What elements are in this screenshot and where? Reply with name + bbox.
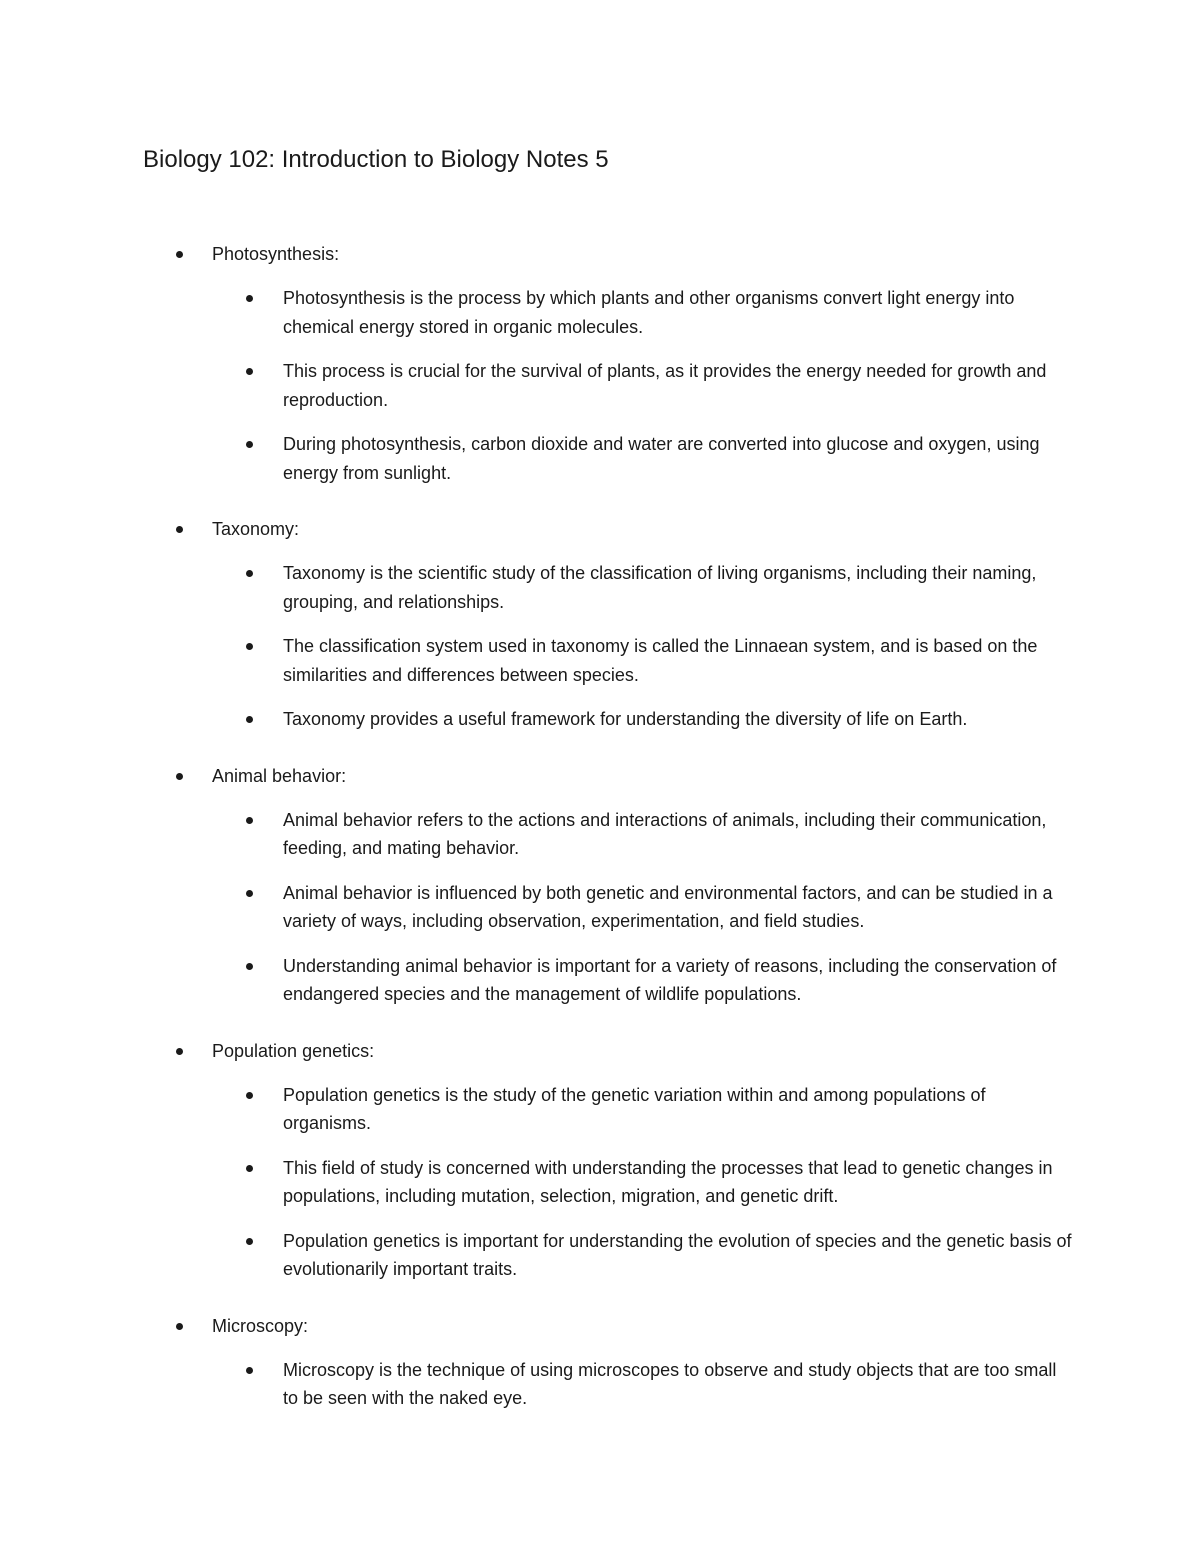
list-item-text: Taxonomy is the scientific study of the classification of living organisms, including their naming, grouping, and relationships.: [283, 563, 1037, 612]
section-heading: Population genetics:: [212, 1040, 375, 1061]
list-item-text: This process is crucial for the survival of plants, as it provides the energy needed for growth and reproduction.: [283, 361, 1047, 410]
bullet-icon: [246, 890, 253, 897]
list-item-text: Population genetics is important for understanding the evolution of species and the genetic basis of evolutionarily important traits.: [283, 1230, 1072, 1279]
bullet-icon: [246, 441, 253, 448]
list-item: [0, 1081, 1073, 1138]
sub-list: [0, 284, 1200, 487]
list-item-text: Microscopy is the technique of using microscopes to observe and study objects that are too small to be seen with the naked eye.: [283, 1359, 1057, 1408]
section-photosynthesis: [0, 240, 1200, 487]
list-item: [0, 806, 1073, 863]
list-item: [0, 430, 1073, 487]
list-item: [0, 284, 1073, 341]
list-item-text: Animal behavior is influenced by both genetic and environmental factors, and can be studied in a variety of ways, including observation, experimentation, and field studies.: [283, 882, 1053, 931]
list-item: [0, 952, 1073, 1009]
list-item: [0, 559, 1073, 616]
bullet-icon: [246, 817, 253, 824]
section-microscopy: [0, 1312, 1200, 1413]
list-item-text: Understanding animal behavior is important for a variety of reasons, including the conservation of endangered species and the management of wildlife populations.: [283, 955, 1057, 1004]
sub-list: [0, 806, 1200, 1009]
list-item: [0, 1356, 1073, 1413]
section-heading: Photosynthesis:: [212, 244, 340, 264]
list-item: [0, 1227, 1073, 1284]
list-item: [0, 1154, 1073, 1211]
bullet-icon: [246, 643, 253, 650]
bullet-icon: [246, 570, 253, 577]
list-item-text: Photosynthesis is the process by which plants and other organisms convert light energy into chemical energy stored in organic molecules.: [283, 288, 1015, 337]
document-title: Biology 102: Introduction to Biology Notes 5: [143, 146, 609, 173]
bullet-icon: [176, 526, 183, 533]
section-heading: Taxonomy:: [212, 519, 300, 539]
bullet-icon: [246, 295, 253, 302]
list-item-text: This field of study is concerned with understanding the processes that lead to genetic changes in populations, including mutation, selection, migration, and genetic drift.: [283, 1157, 1053, 1206]
bullet-icon: [246, 963, 253, 970]
bullet-icon: [246, 1092, 253, 1099]
sub-list: [0, 1356, 1200, 1413]
list-item: [0, 632, 1073, 689]
list-item-text: Animal behavior refers to the actions and interactions of animals, including their communication, feeding, and mating behavior.: [283, 809, 1047, 858]
section-heading: Microscopy:: [212, 1315, 309, 1336]
list-item-text: Taxonomy provides a useful framework for understanding the diversity of life on Earth.: [283, 709, 968, 729]
bullet-icon: [246, 1165, 253, 1172]
section-population-genetics: [0, 1037, 1200, 1284]
list-item-text: The classification system used in taxonomy is called the Linnaean system, and is based on the similarities and differences between species.: [283, 636, 1038, 685]
list-item: [0, 705, 1073, 734]
bullet-icon: [246, 1238, 253, 1245]
sub-list: [0, 559, 1200, 734]
bullet-icon: [246, 716, 253, 723]
section-taxonomy: [0, 515, 1200, 734]
list-item-text: During photosynthesis, carbon dioxide and water are converted into glucose and oxygen, using energy from sunlight.: [283, 434, 1040, 483]
list-item-text: Population genetics is the study of the genetic variation within and among populations of organisms.: [283, 1084, 986, 1133]
section-animal-behavior: [0, 762, 1200, 1009]
section-heading: Animal behavior:: [212, 765, 347, 786]
sub-list: [0, 1081, 1200, 1284]
bullet-icon: [246, 1367, 253, 1374]
bullet-icon: [176, 773, 183, 780]
bullet-icon: [246, 368, 253, 375]
list-item: [0, 357, 1073, 414]
notes-outline: [0, 240, 1200, 1441]
bullet-icon: [176, 1048, 183, 1055]
bullet-icon: [176, 1323, 183, 1330]
bullet-icon: [176, 251, 183, 258]
list-item: [0, 879, 1073, 936]
